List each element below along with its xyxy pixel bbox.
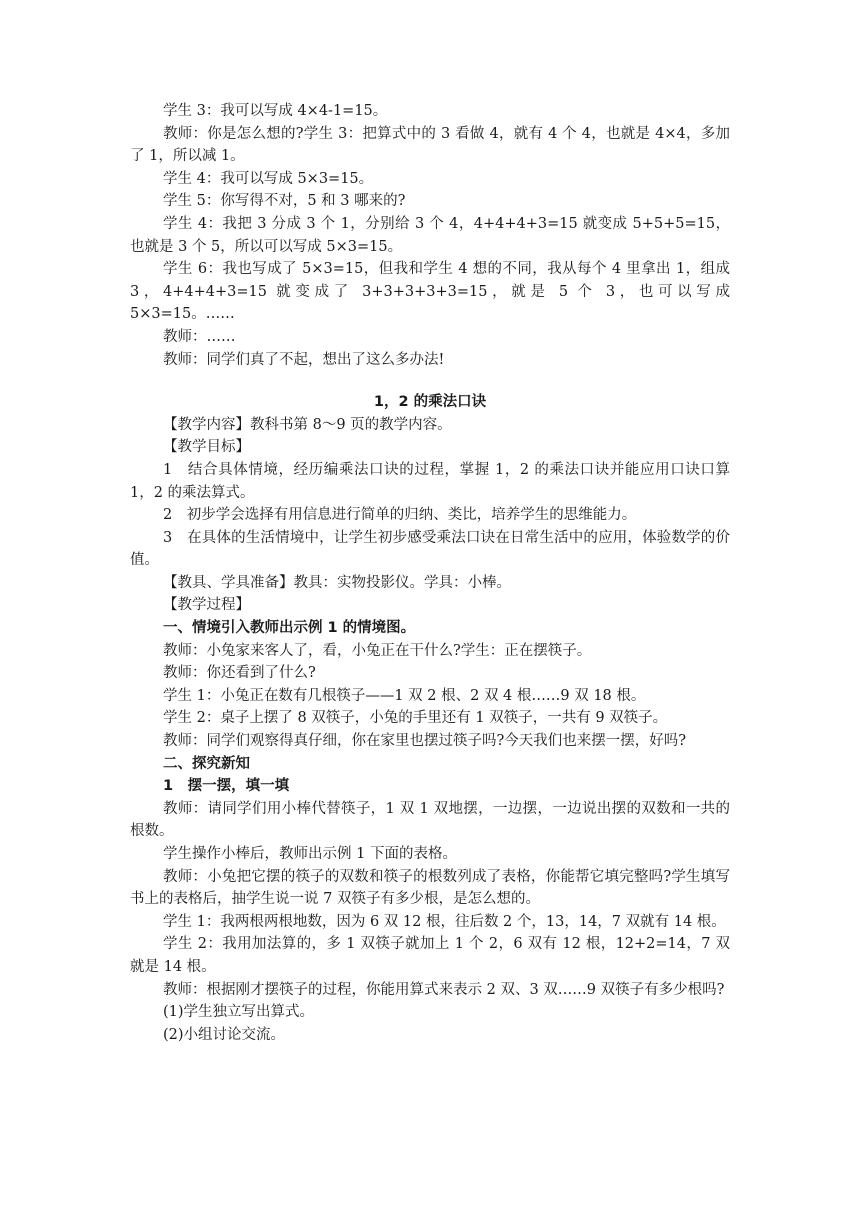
paragraph: 学生 6：我也写成了 5×3=15，但我和学生 4 想的不同，我从每个 4 里拿出 1，组成 3，4+4+4+3=15 就变成了 3+3+3+3+3=15，就是 5 个 3，也可以写成 5×3=15。…… [130, 261, 730, 323]
paragraph: 学生操作小棒后，教师出示例 1 下面的表格。 [163, 846, 457, 862]
paragraph: 学生 4：我可以写成 5×3=15。 [163, 170, 374, 187]
paragraph: 教师：…… [163, 328, 236, 345]
paragraph: 1 结合具体情境，经历编乘法口诀的过程，掌握 1，2 的乘法口诀并能应用口诀口算 1，2 的乘法算式。 [130, 461, 730, 501]
paragraph: 【教学目标】 [163, 439, 250, 456]
section-heading: 二、探究新知 [163, 755, 250, 772]
paragraph: 教师：同学们真了不起，想出了这么多办法! [163, 351, 445, 368]
paragraph: 3 在具体的生活情境中，让学生初步感受乘法口诀在日常生活中的应用，体验数学的价值。 [130, 529, 730, 569]
paragraph: 学生 5：你写得不对，5 和 3 哪来的? [163, 193, 406, 210]
paragraph: 教师：小兔把它摆的筷子的双数和筷子的根数列成了表格，你能帮它填完整吗?学生填写书上的表格后，抽学生说一说 7 双筷子有多少根，是怎么想的。 [130, 868, 730, 908]
paragraph: 学生 3：我可以写成 4×4-1=15。 [163, 103, 388, 119]
paragraph: 教师：小兔家来客人了，看，小兔正在干什么?学生：正在摆筷子。 [163, 642, 592, 659]
paragraph: 教师：你还看到了什么? [163, 665, 316, 682]
paragraph: 教师：根据刚才摆筷子的过程，你能用算式来表示 2 双、3 双……9 双筷子有多少根吗? [163, 981, 725, 998]
paragraph: (1)学生独立写出算式。 [163, 1004, 315, 1021]
subsection-heading: 1 摆一摆，填一填 [163, 778, 290, 795]
paragraph: 学生 1：小兔正在数有几根筷子——1 双 2 根、2 双 4 根……9 双 18 根。 [163, 687, 646, 704]
paragraph: 【教学内容】教科书第 8～9 页的教学内容。 [163, 416, 452, 433]
paragraph: 2 初步学会选择有用信息进行简单的归纳、类比，培养学生的思维能力。 [163, 507, 637, 524]
document-body [130, 100, 730, 1046]
paragraph: 学生 4：我把 3 分成 3 个 1，分别给 3 个 4，4+4+4+3=15 就变成 5+5+5=15，也就是 3 个 5，所以可以写成 5×3=15。 [130, 215, 730, 255]
paragraph: 学生 2：我用加法算的，多 1 双筷子就加上 1 个 2，6 双有 12 根，12+2=14，7 双就是 14 根。 [130, 936, 730, 975]
paragraph: 教师：请同学们用小棒代替筷子，1 双 1 双地摆，一边摆，一边说出摆的双数和一共的根数。 [130, 800, 730, 840]
paragraph: 教师：同学们观察得真仔细，你在家里也摆过筷子吗?今天我们也来摆一摆，好吗? [163, 733, 687, 750]
paragraph: 【教学过程】 [163, 597, 250, 614]
paragraph: 学生 2：桌子上摆了 8 双筷子，小兔的手里还有 1 双筷子，一共有 9 双筷子。 [163, 710, 668, 727]
paragraph: 教师：你是怎么想的?学生 3：把算式中的 3 看做 4，就有 4 个 4，也就是 4×4，多加了 1，所以减 1。 [130, 125, 730, 165]
paragraph: 学生 1：我两根两根地数，因为 6 双 12 根，往后数 2 个，13，14，7 双就有 14 根。 [163, 913, 726, 930]
paragraph: 【教具、学具准备】教具：实物投影仪。学具：小棒。 [163, 574, 511, 591]
section-heading: 一、情境引入教师出示例 1 的情境图。 [163, 620, 416, 637]
paragraph: (2)小组讨论交流。 [163, 1026, 286, 1043]
section-title: 1，2 的乘法口诀 [373, 394, 487, 411]
